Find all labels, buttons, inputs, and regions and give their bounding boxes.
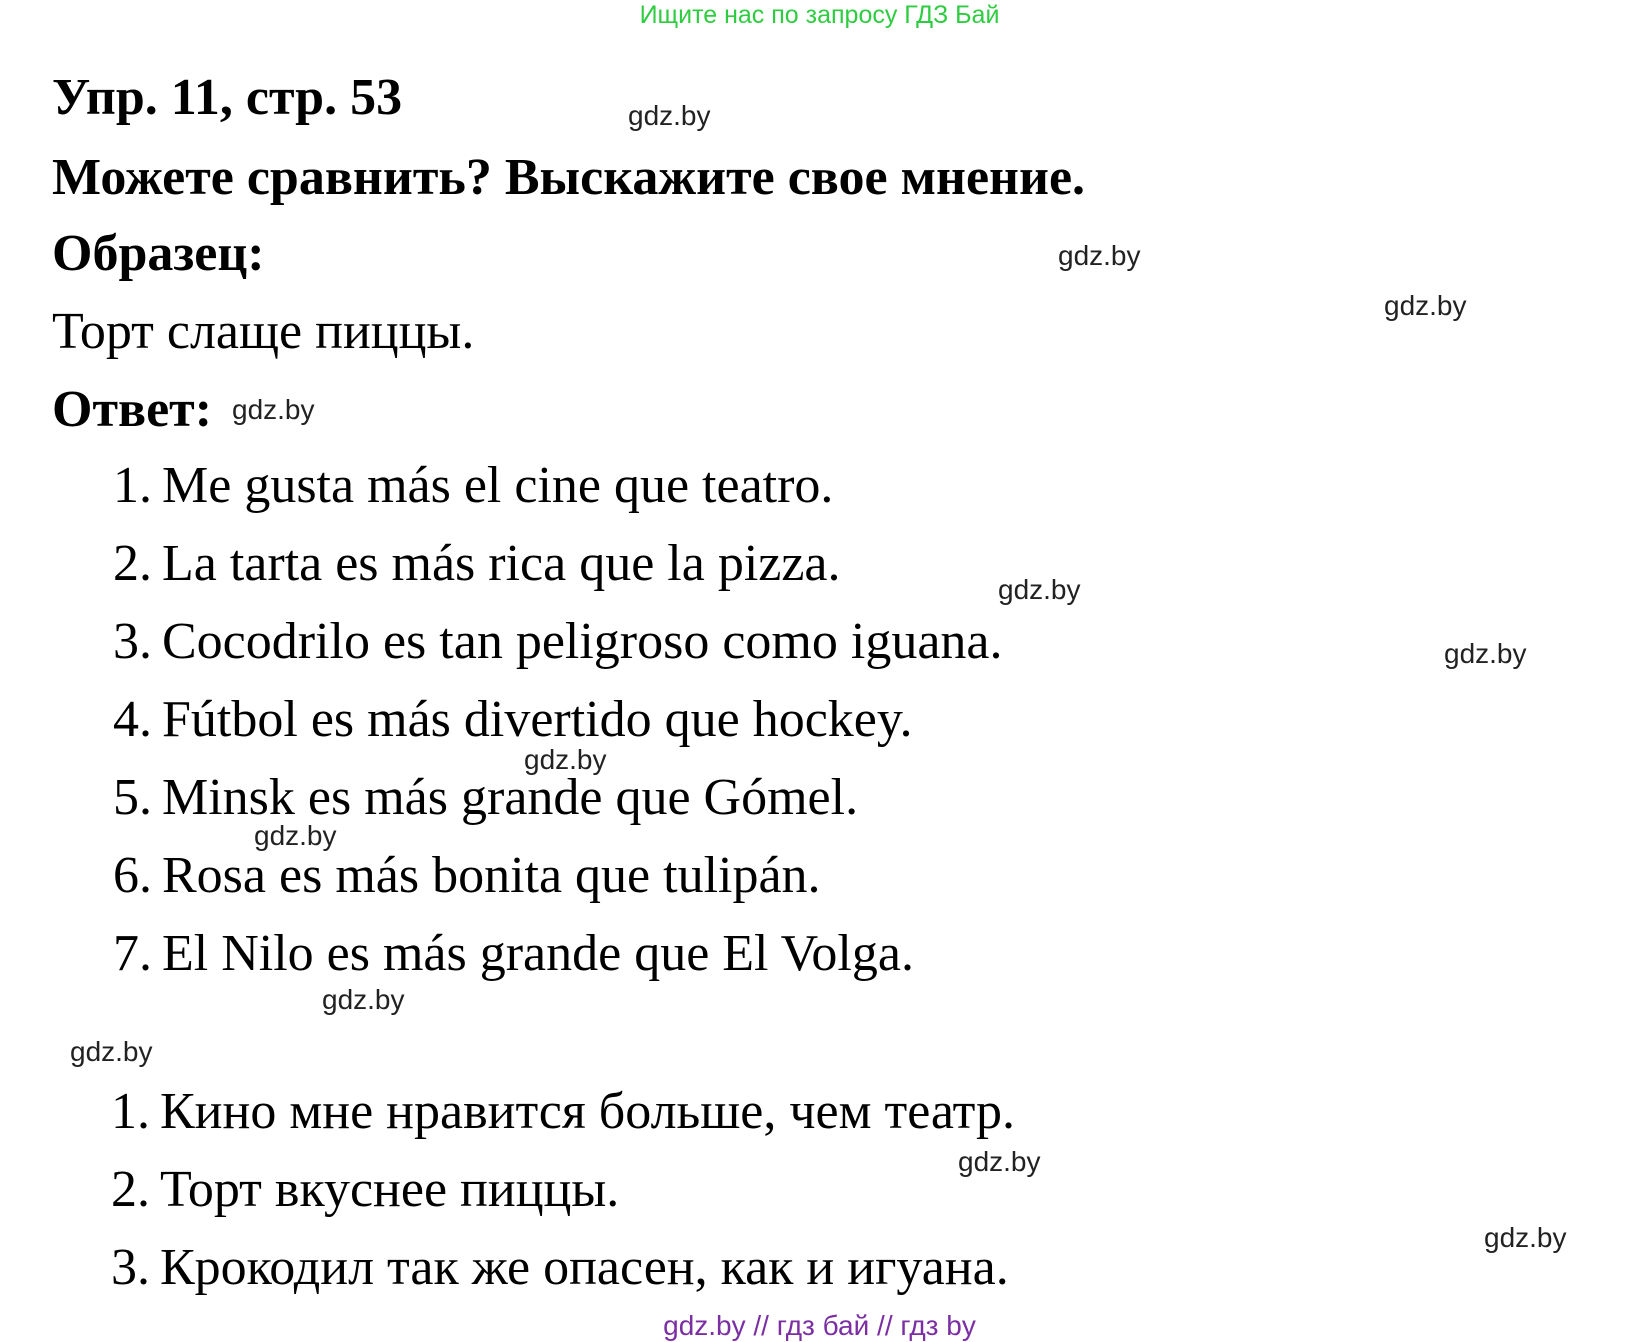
sample-label: Образец: xyxy=(52,225,265,282)
watermark: gdz.by xyxy=(1384,290,1467,321)
list-item xyxy=(78,456,1002,534)
list-item xyxy=(78,846,1002,924)
watermark: gdz.by xyxy=(1058,240,1141,271)
watermark: gdz.by xyxy=(998,574,1081,605)
item-text: El Nilo es más grande que El Volga. xyxy=(162,925,914,982)
item-text: Minsk es más grande que Gómel. xyxy=(162,769,859,826)
sample-text: Торт слаще пиццы. xyxy=(52,303,475,360)
item-text: Торт вкуснее пиццы. xyxy=(160,1161,620,1218)
item-number: 1. xyxy=(111,1083,150,1140)
watermark: gdz.by xyxy=(524,744,607,775)
task-instruction: Можете сравнить? Выскажите свое мнение. xyxy=(52,149,1086,206)
exercise-title: Упр. 11, стр. 53 xyxy=(52,69,403,126)
watermark: gdz.by xyxy=(1484,1222,1567,1253)
item-number: 1. xyxy=(113,457,152,514)
list-item xyxy=(76,1238,1015,1316)
list-item xyxy=(78,612,1002,690)
list-item xyxy=(76,1160,1015,1238)
item-text: La tarta es más rica que la pizza. xyxy=(162,535,841,592)
item-number: 2. xyxy=(113,535,152,592)
item-text: Крокодил так же опасен, как и игуана. xyxy=(160,1239,1009,1296)
watermark: gdz.by xyxy=(1444,638,1527,669)
watermark: gdz.by xyxy=(628,100,711,131)
footer-links: gdz.by // гдз бай // гдз by xyxy=(663,1310,976,1341)
list-item xyxy=(76,1082,1015,1160)
item-number: 3. xyxy=(111,1239,150,1296)
item-number: 7. xyxy=(113,925,152,982)
watermark: gdz.by xyxy=(322,984,405,1015)
answer-label: Ответ: xyxy=(52,381,213,438)
item-text: Fútbol es más divertido que hockey. xyxy=(162,691,913,748)
top-banner: Ищите нас по запросу ГДЗ Бай xyxy=(639,1,1000,29)
item-number: 2. xyxy=(111,1161,150,1218)
list-item xyxy=(78,924,1002,1002)
item-number: 6. xyxy=(113,847,152,904)
item-text: Кино мне нравится больше, чем театр. xyxy=(160,1083,1016,1140)
item-number: 3. xyxy=(113,613,152,670)
russian-translation-list xyxy=(76,1082,1015,1316)
spanish-answer-list xyxy=(78,456,1002,1002)
item-text: Me gusta más el cine que teatro. xyxy=(162,457,834,514)
item-text: Rosa es más bonita que tulipán. xyxy=(162,847,821,904)
watermark: gdz.by xyxy=(70,1036,153,1067)
watermark: gdz.by xyxy=(254,820,337,851)
item-number: 4. xyxy=(113,691,152,748)
list-item xyxy=(78,768,1002,846)
item-number: 5. xyxy=(113,769,152,826)
watermark: gdz.by xyxy=(232,394,315,425)
watermark: gdz.by xyxy=(958,1146,1041,1177)
list-item xyxy=(78,534,1002,612)
item-text: Cocodrilo es tan peligroso como iguana. xyxy=(162,613,1003,670)
